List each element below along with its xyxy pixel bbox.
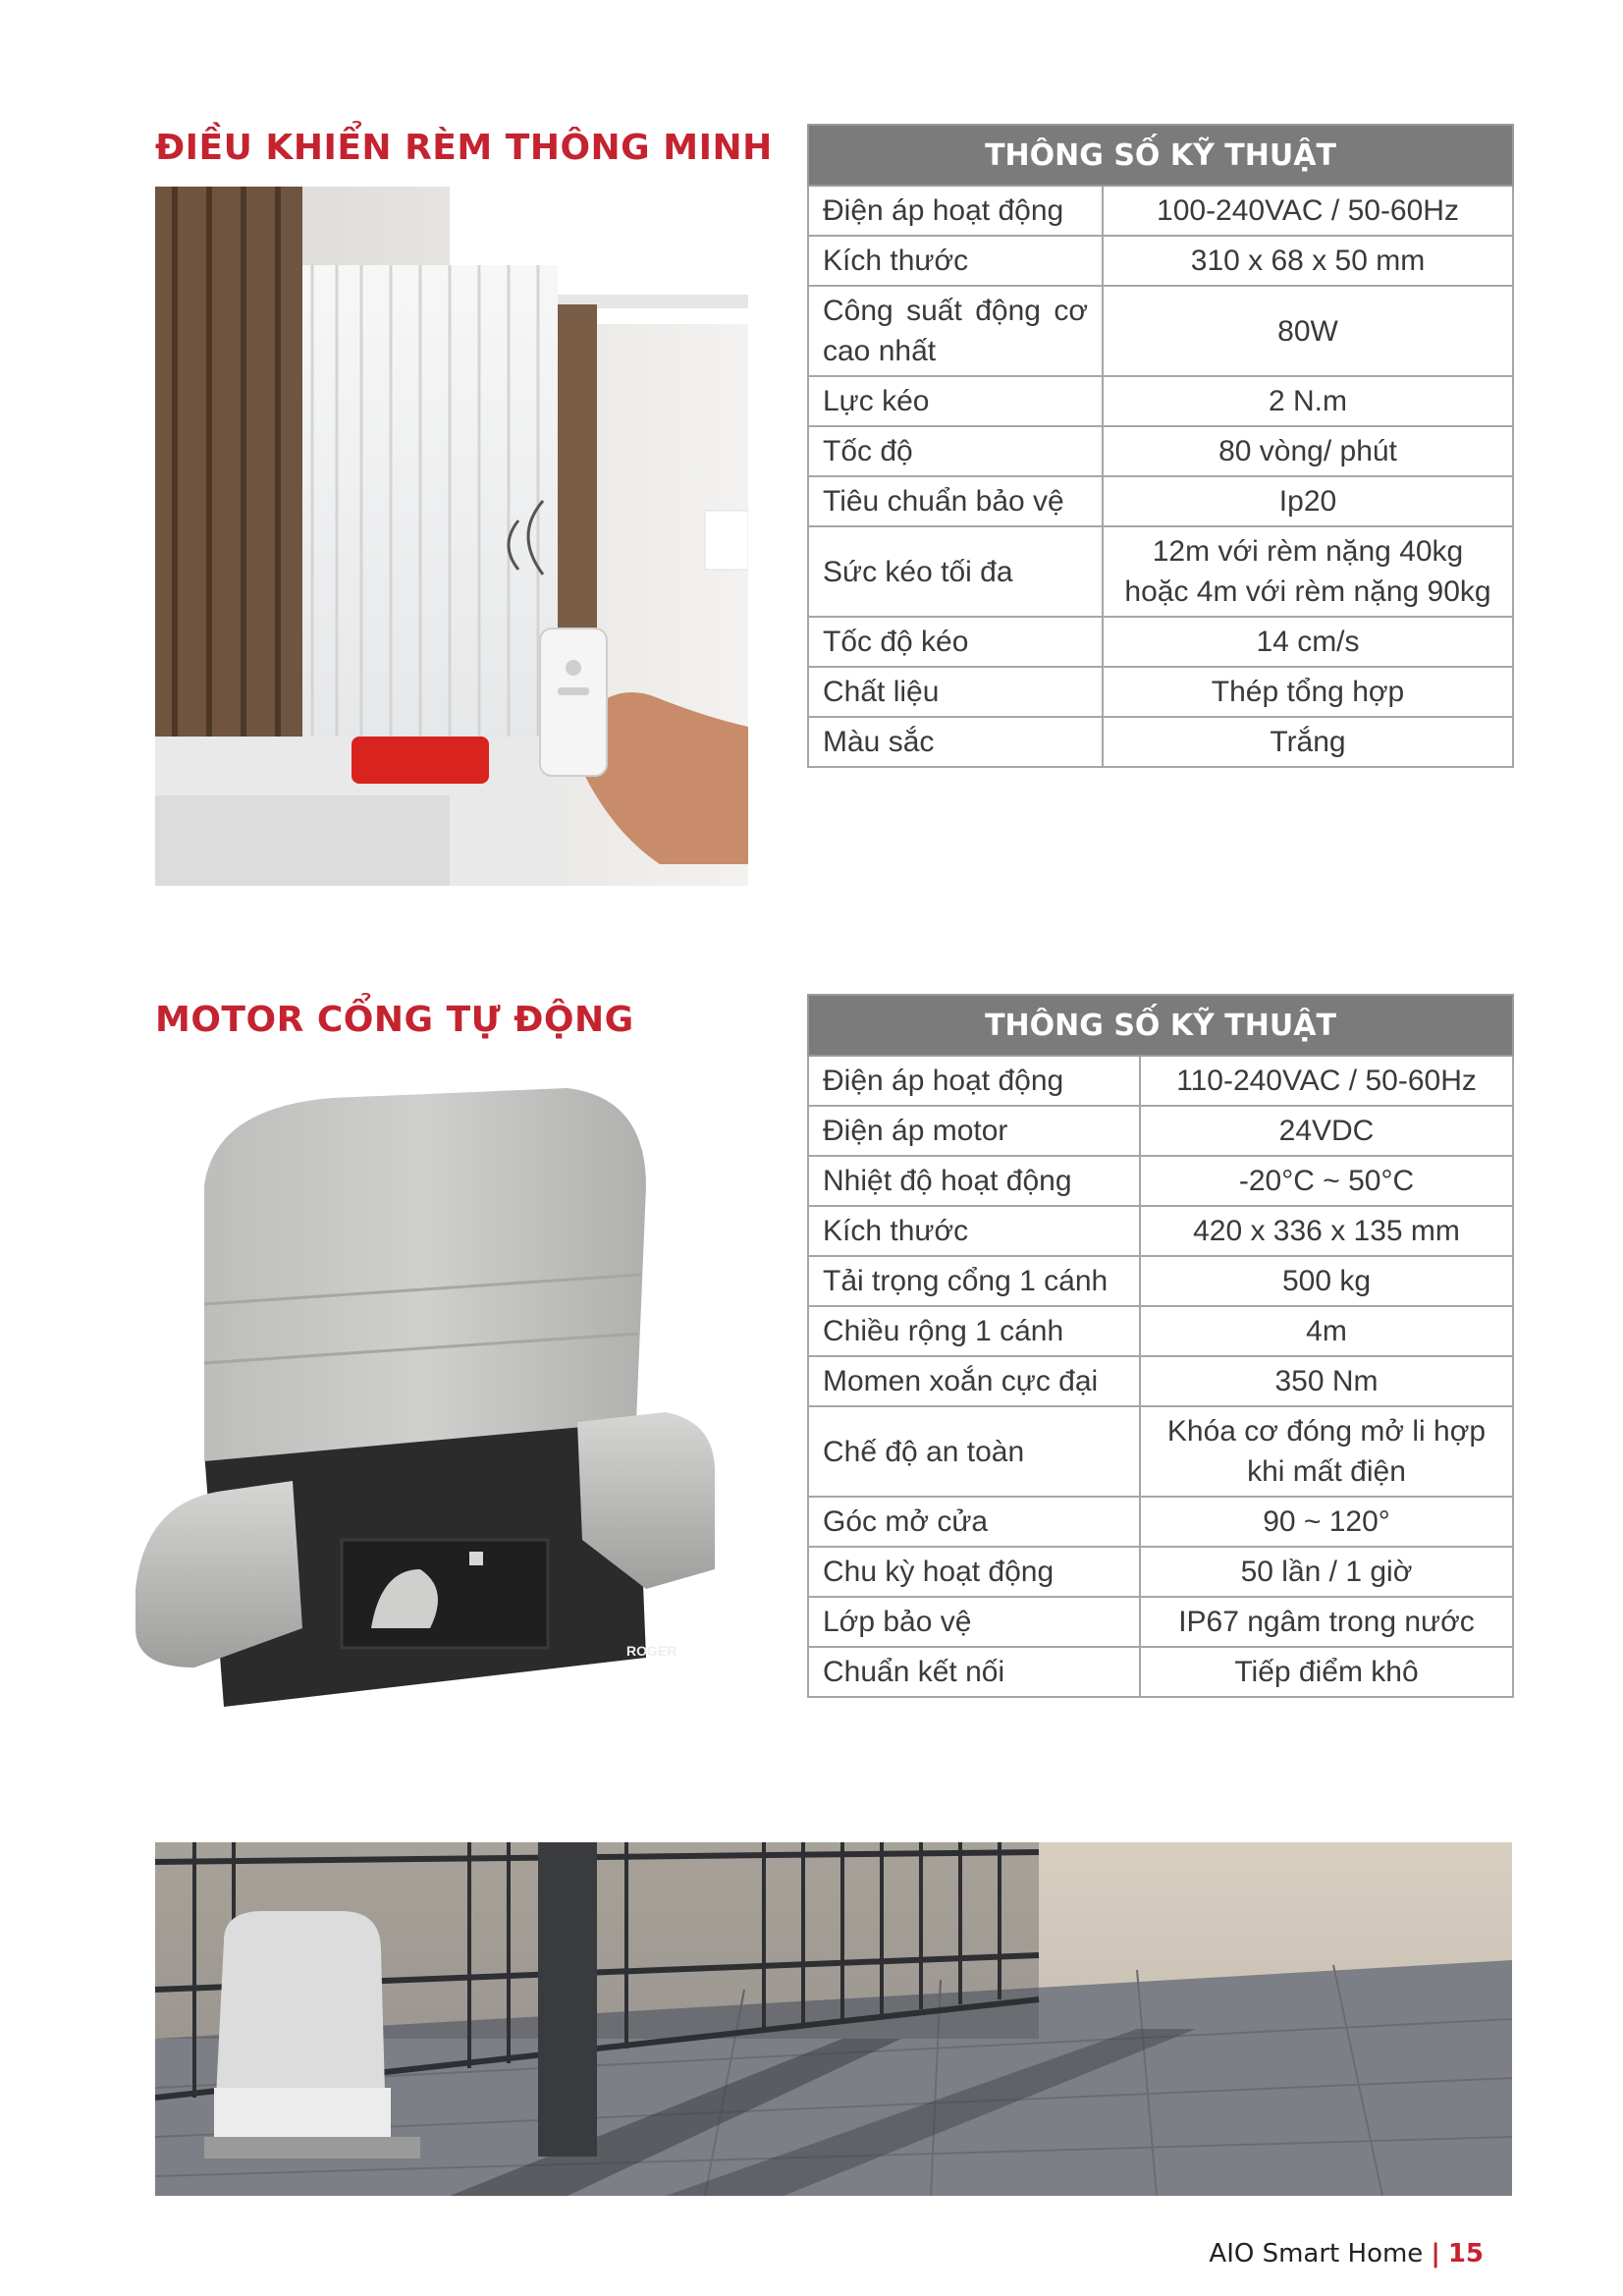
table-row: Nhiệt độ hoạt động -20°C ~ 50°C xyxy=(808,1156,1513,1206)
curtain-remote-photo xyxy=(155,187,748,886)
table-row: Tốc độ 80 vòng/ phút xyxy=(808,426,1513,476)
gate-motor-photo xyxy=(135,1078,725,1717)
table-row: Điện áp motor 24VDC xyxy=(808,1106,1513,1156)
table-row: Lớp bảo vệ IP67 ngâm trong nước xyxy=(808,1597,1513,1647)
gate-motor-section-title: MOTOR CỔNG TỰ ĐỘNG xyxy=(155,1000,634,1040)
table-row: Chuẩn kết nối Tiếp điểm khô xyxy=(808,1647,1513,1697)
table-row: Chế độ an toàn Khóa cơ đóng mở li hợp khi mất điện xyxy=(808,1406,1513,1497)
table-row: Tốc độ kéo 14 cm/s xyxy=(808,617,1513,667)
table-row: Điện áp hoạt động 100-240VAC / 50-60Hz xyxy=(808,186,1513,236)
table-row: Góc mở cửa 90 ~ 120° xyxy=(808,1497,1513,1547)
spec-table-header: THÔNG SỐ KỸ THUẬT xyxy=(808,125,1513,186)
curtain-section-title: ĐIỀU KHIỂN RÈM THÔNG MINH xyxy=(155,128,773,168)
gate-installation-photo xyxy=(155,1842,1512,2196)
curtain-spec-table xyxy=(807,124,1514,768)
footer-separator: | xyxy=(1431,2239,1440,2269)
table-row: Chất liệu Thép tổng hợp xyxy=(808,667,1513,717)
table-row: Chu kỳ hoạt động 50 lần / 1 giờ xyxy=(808,1547,1513,1597)
table-row: Sức kéo tối đa 12m với rèm nặng 40kg hoặc 4m với rèm nặng 90kg xyxy=(808,526,1513,617)
roger-brand-label: ROGER xyxy=(626,1643,677,1659)
table-row: Tiêu chuẩn bảo vệ Ip20 xyxy=(808,476,1513,526)
table-row: Điện áp hoạt động 110-240VAC / 50-60Hz xyxy=(808,1056,1513,1106)
table-row: Kích thước 420 x 336 x 135 mm xyxy=(808,1206,1513,1256)
table-row: Chiều rộng 1 cánh 4m xyxy=(808,1306,1513,1356)
table-row: Kích thước 310 x 68 x 50 mm xyxy=(808,236,1513,286)
table-row: Màu sắc Trắng xyxy=(808,717,1513,767)
page-footer xyxy=(1209,2239,1484,2269)
table-row: Công suất động cơ cao nhất 80W xyxy=(808,286,1513,376)
footer-brand: AIO Smart Home xyxy=(1209,2239,1424,2269)
table-row: Lực kéo 2 N.m xyxy=(808,376,1513,426)
page-number: 15 xyxy=(1447,2239,1484,2269)
table-row: Momen xoắn cực đại 350 Nm xyxy=(808,1356,1513,1406)
table-row: Tải trọng cổng 1 cánh 500 kg xyxy=(808,1256,1513,1306)
spec-table-header: THÔNG SỐ KỸ THUẬT xyxy=(808,995,1513,1056)
gate-motor-spec-table xyxy=(807,994,1514,1698)
